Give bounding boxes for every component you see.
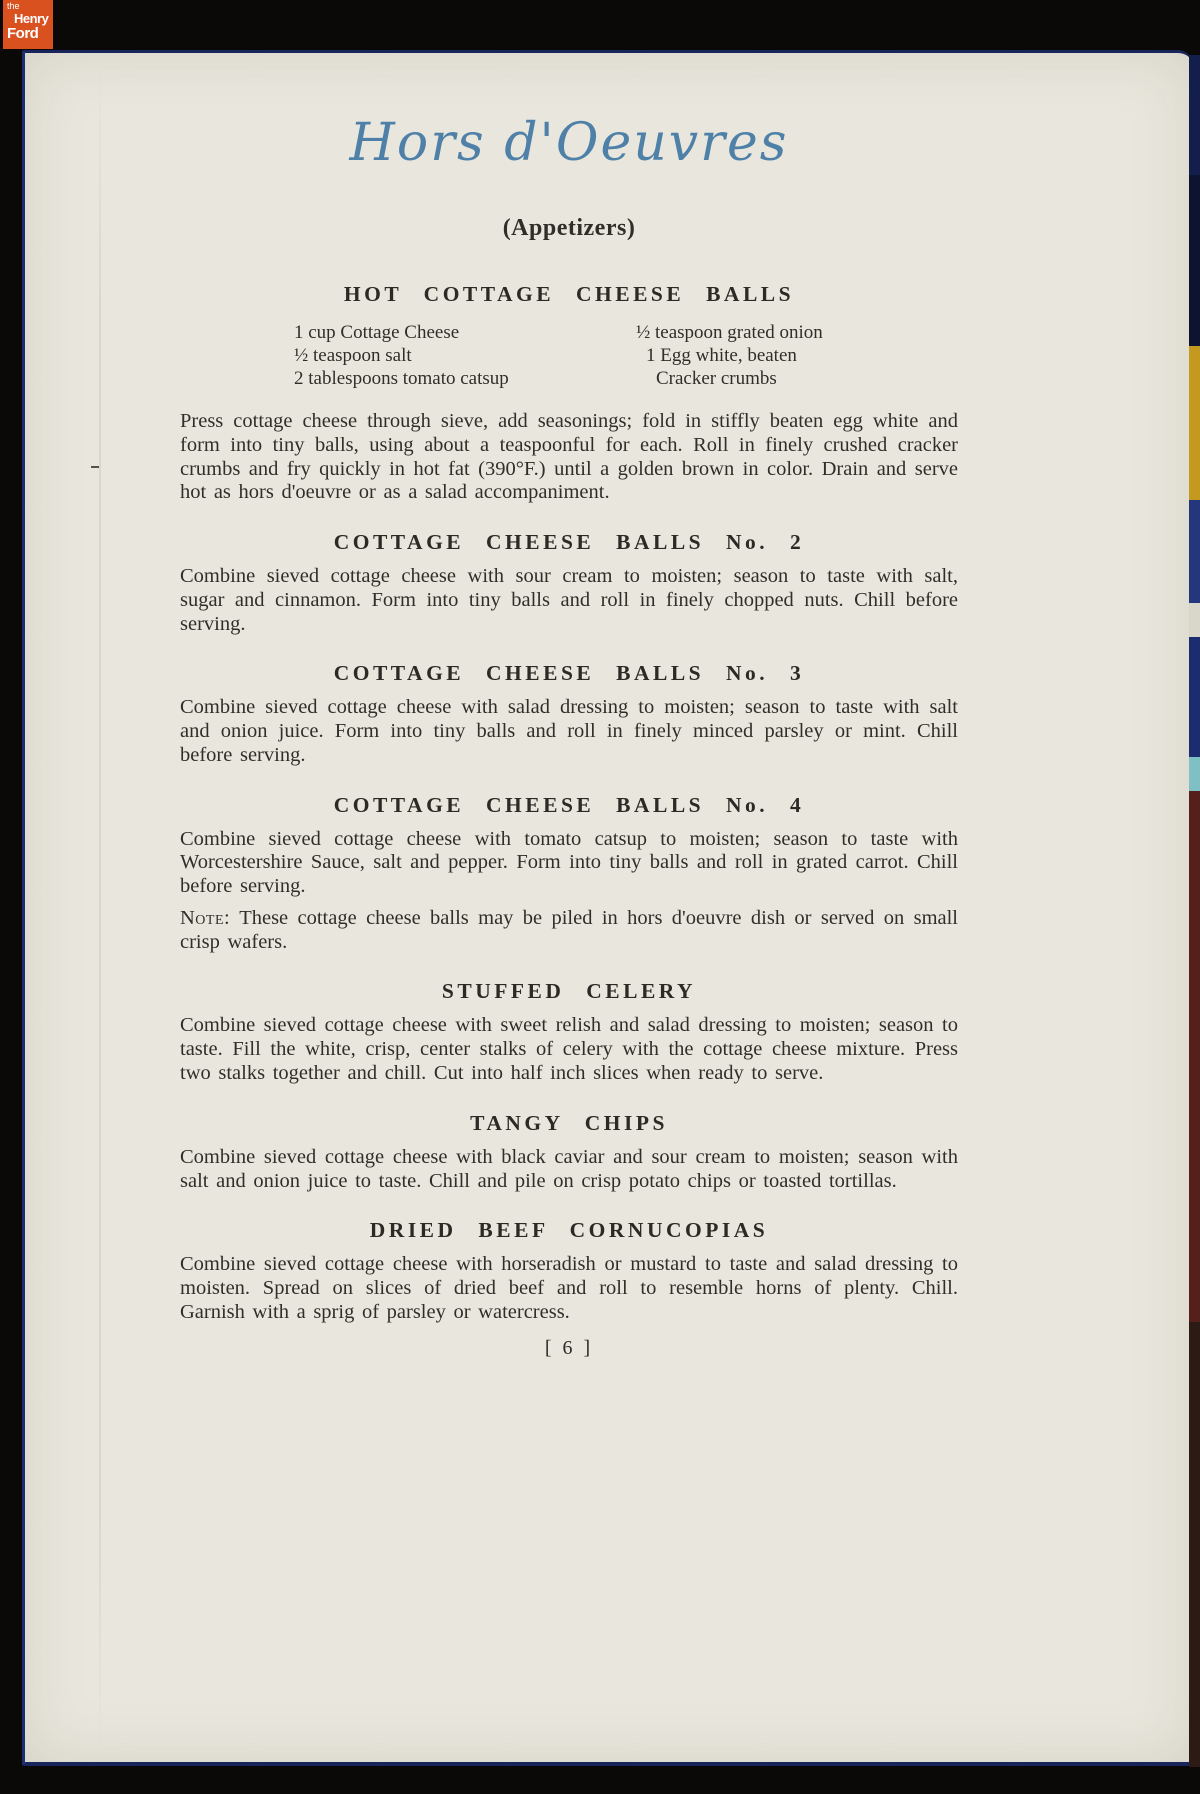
page-number: [ 6 ] <box>544 1336 594 1359</box>
recipe-directions: Combine sieved cottage cheese with horseradish or mustard to taste and salad dressing to moisten. Spread on slices of dried beef and roll to resemble horns of plenty. Chill. Garnish with a sprig of parsley or watercress. <box>180 1253 958 1323</box>
recipe-directions: Press cottage cheese through sieve, add seasonings; fold in stiffly beaten egg white and form into tiny balls, using about a teaspoonful for each. Roll in finely crushed cracker crumbs and fry quickly in hot fat (390°F.) until a golden brown in color. Drain and serve hot as hors d'oeuvre or as a salad accompaniment. <box>180 410 958 504</box>
recipe-heading: DRIED BEEF CORNUCOPIAS <box>369 1218 769 1243</box>
logo-text-henry: Henry <box>14 11 49 26</box>
ingredient-item: 1 Egg white, beaten <box>646 345 797 366</box>
henry-ford-logo <box>3 0 53 49</box>
logo-text-ford: Ford <box>7 25 39 42</box>
recipe-directions: Combine sieved cottage cheese with black caviar and sour cream to moisten; season with salt and onion juice to taste. Chill and pile on crisp potato chips or toasted tortillas. <box>180 1145 958 1192</box>
recipe-directions: Combine sieved cottage cheese with sweet relish and salad dressing to moisten; season to taste. Fill the white, crisp, center stalks of celery with the cottage cheese mixture. Press two stalks together and chill. Cut into half inch slices when ready to serve. <box>180 1014 958 1085</box>
recipe-heading: COTTAGE CHEESE BALLS No. 2 <box>333 530 805 555</box>
recipe-heading: COTTAGE CHEESE BALLS No. 4 <box>333 792 805 817</box>
recipe-note <box>180 907 958 955</box>
chapter-subtitle: (Appetizers) <box>502 215 636 241</box>
recipe-heading: COTTAGE CHEESE BALLS No. 3 <box>333 661 805 686</box>
recipe-directions: Combine sieved cottage cheese with tomato catsup to moisten; season to taste with Worcestershire Sauce, salt and pepper. Form into tiny balls and roll in grated carrot. Chill before serving. <box>180 827 958 898</box>
recipe-heading: TANGY CHIPS <box>470 1110 668 1135</box>
ingredient-item: ½ teaspoon grated onion <box>636 322 823 343</box>
recipe-directions: Combine sieved cottage cheese with sour cream to moisten; season to taste with salt, sugar and cinnamon. Form into tiny balls and roll in finely chopped nuts. Chill before serving. <box>180 565 958 635</box>
recipe-heading: HOT COTTAGE CHEESE BALLS <box>343 282 795 306</box>
ingredient-list <box>180 321 958 390</box>
note-text: These cottage cheese balls may be piled in hors d'oeuvre dish or served on small crisp wafers. <box>180 906 958 953</box>
chapter-title: Hors d'Oeuvres <box>349 113 789 173</box>
note-label: Note: <box>180 906 231 929</box>
ingredient-item: ½ teaspoon salt <box>294 345 412 366</box>
book-fore-edge <box>1189 55 1200 1767</box>
logo-text-the: the <box>7 1 20 11</box>
recipe-heading: STUFFED CELERY <box>441 979 697 1004</box>
recipe-directions: Combine sieved cottage cheese with salad dressing to moisten; season to taste with salt and onion juice. Form into tiny balls and roll in finely minced parsley or mint. Chill before serving. <box>180 696 958 766</box>
ingredient-item: 2 tablespoons tomato catsup <box>294 368 509 389</box>
page-content <box>25 113 1192 1360</box>
ingredient-column-right <box>636 321 823 390</box>
ingredient-column-left <box>294 321 584 390</box>
ingredient-item: Cracker crumbs <box>656 368 777 389</box>
ingredient-item: 1 cup Cottage Cheese <box>294 322 460 343</box>
book-page <box>22 50 1192 1766</box>
